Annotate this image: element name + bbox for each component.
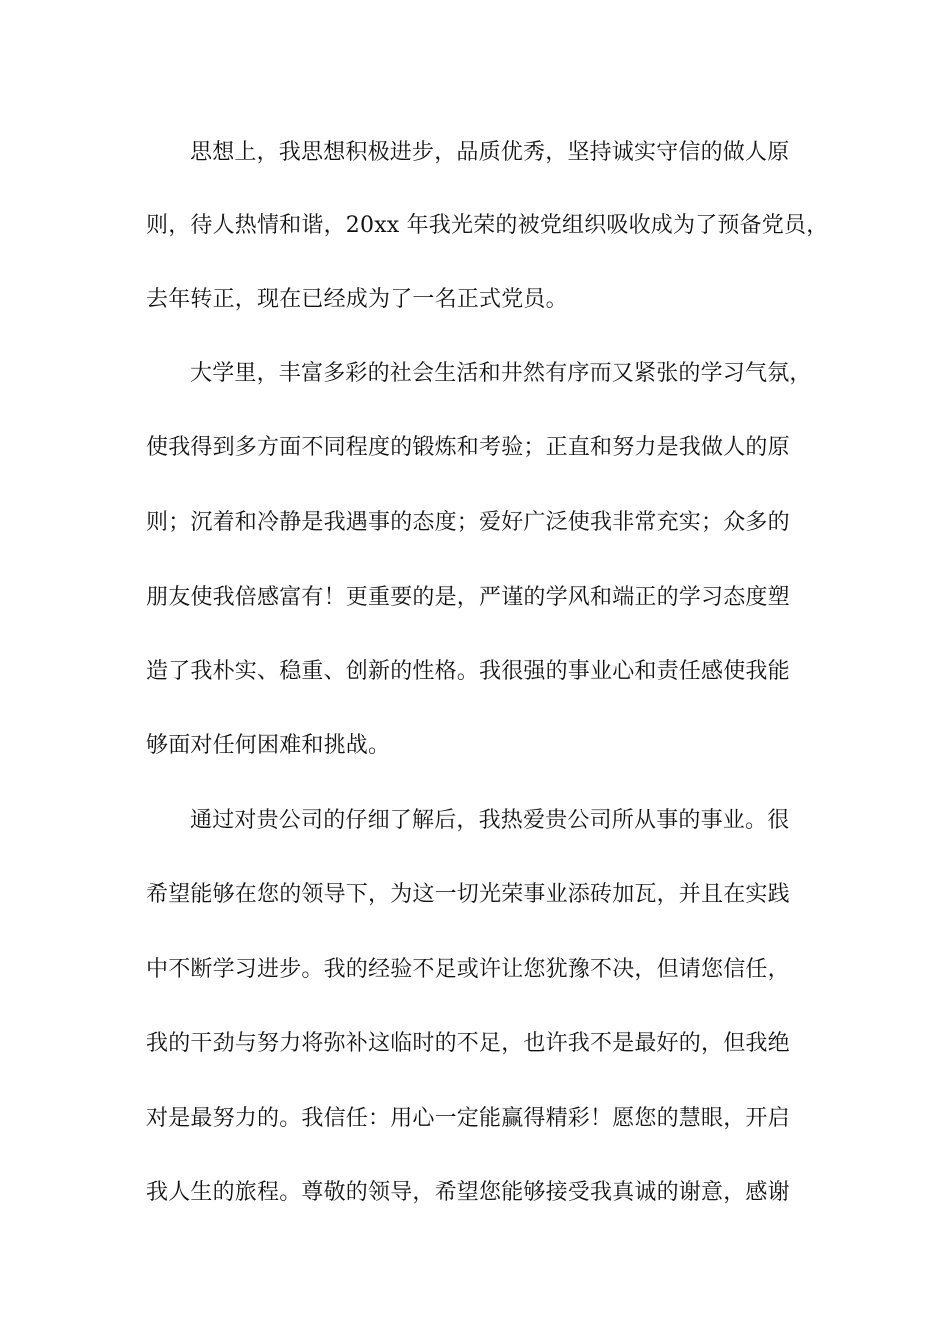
paragraph-2-line-4: 朋友使我倍感富有！更重要的是，严谨的学风和端正的学习态度塑 — [146, 585, 790, 610]
paragraph-2-line-3: 则；沉着和冷静是我遇事的态度；爱好广泛使我非常充实；众多的 — [146, 510, 790, 535]
paragraph-1-line-1: 思想上，我思想积极进步，品质优秀，坚持诚实守信的做人原 — [190, 140, 790, 165]
paragraph-2-line-2: 使我得到多方面不同程度的锻炼和考验；正直和努力是我做人的原 — [146, 435, 790, 460]
paragraph-3-line-3: 中不断学习进步。我的经验不足或许让您犹豫不决，但请您信任， — [146, 957, 790, 982]
paragraph-1-line-2: 则，待人热情和谐，20xx 年我光荣的被党组织吸收成为了预备党员， — [146, 213, 829, 238]
paragraph-3-line-5: 对是最努力的。我信任：用心一定能赢得精彩！愿您的慧眼，开启 — [146, 1106, 790, 1131]
paragraph-1-line-3: 去年转正，现在已经成为了一名正式党员。 — [146, 287, 568, 312]
paragraph-2-line-6: 够面对任何困难和挑战。 — [146, 733, 391, 758]
paragraph-3-line-2: 希望能够在您的领导下，为这一切光荣事业添砖加瓦，并且在实践 — [146, 882, 790, 907]
paragraph-3-line-6: 我人生的旅程。尊敬的领导，希望您能够接受我真诚的谢意，感谢 — [146, 1180, 790, 1205]
paragraph-2-line-1: 大学里，丰富多彩的社会生活和井然有序而又紧张的学习气氛， — [190, 361, 812, 386]
paragraph-3-line-4: 我的干劲与努力将弥补这临时的不足，也许我不是最好的，但我绝 — [146, 1031, 790, 1056]
paragraph-2-line-5: 造了我朴实、稳重、创新的性格。我很强的事业心和责任感使我能 — [146, 659, 790, 684]
paragraph-3-line-1: 通过对贵公司的仔细了解后，我热爱贵公司所从事的事业。很 — [190, 808, 790, 833]
